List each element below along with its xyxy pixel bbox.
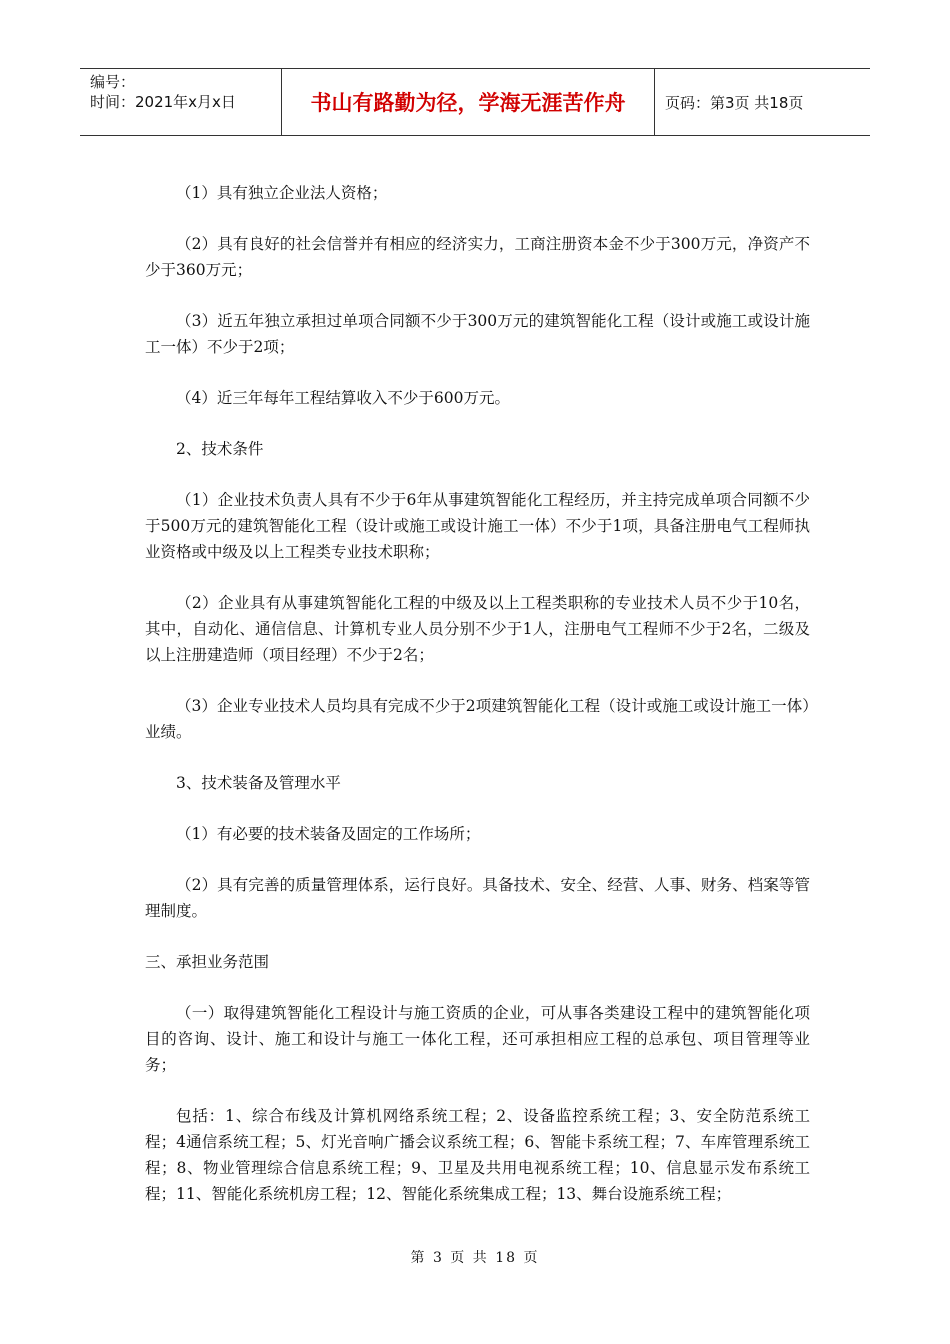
paragraph: （1）具有独立企业法人资格； xyxy=(176,184,388,202)
document-number-label: 编号： xyxy=(90,73,136,91)
paragraph: （一）取得建筑智能化工程设计与施工资质的企业，可从事各类建设工程中的建筑智能化项目的咨询、设计、施工和设计与施工一体化工程，还可承担相应工程的总承包、项目管理等业务； xyxy=(145,1004,810,1074)
paragraph: （2）具有完善的质量管理体系，运行良好。具备技术、安全、经营、人事、财务、档案等管理制度。 xyxy=(145,876,810,920)
document-header xyxy=(80,68,870,136)
section-heading: 2、技术条件 xyxy=(176,440,264,458)
paragraph: （3）近五年独立承担过单项合同额不少于300万元的建筑智能化工程（设计或施工或设计施工一体）不少于2项； xyxy=(145,312,810,356)
document-body xyxy=(145,180,810,1232)
chapter-heading: 三、承担业务范围 xyxy=(145,953,270,971)
page-footer: 第 3 页 共 18 页 xyxy=(410,1250,540,1266)
paragraph: （3）企业专业技术人员均具有完成不少于2项建筑智能化工程（设计或施工或设计施工一体）业绩。 xyxy=(145,697,810,741)
header-page-info: 页码：第3页 共18页 xyxy=(665,93,804,112)
header-motto: 书山有路勤为径，学海无涯苦作舟 xyxy=(282,69,655,135)
paragraph: 包括：1、综合布线及计算机网络系统工程；2、设备监控系统工程；3、安全防范系统工程；4通信系统工程；5、灯光音响广播会议系统工程；6、智能卡系统工程；7、车库管理系统工程；8、物业管理综合信息系统工程；9、卫星及共用电视系统工程；10、信息显示发布系统工程；11、智能化系统机房工程；12、智能化系统集成工程；13、舞台设施系统工程； xyxy=(145,1107,810,1203)
paragraph: （1）有必要的技术装备及固定的工作场所； xyxy=(176,825,481,843)
document-date: 时间：2021年x月x日 xyxy=(90,93,236,111)
paragraph: （1）企业技术负责人具有不少于6年从事建筑智能化工程经历，并主持完成单项合同额不少于500万元的建筑智能化工程（设计或施工或设计施工一体）不少于1项，具备注册电气工程师执业资格或中级及以上工程类专业技术职称； xyxy=(145,491,810,561)
section-heading: 3、技术装备及管理水平 xyxy=(176,774,341,792)
paragraph: （2）企业具有从事建筑智能化工程的中级及以上工程类职称的专业技术人员不少于10名，其中，自动化、通信信息、计算机专业人员分别不少于1人，注册电气工程师不少于2名，二级及以上注册建造师（项目经理）不少于2名； xyxy=(145,594,810,664)
paragraph: （2）具有良好的社会信誉并有相应的经济实力，工商注册资本金不少于300万元，净资产不少于360万元； xyxy=(145,235,810,279)
header-meta xyxy=(80,69,282,135)
paragraph: （4）近三年每年工程结算收入不少于600万元。 xyxy=(176,389,510,407)
